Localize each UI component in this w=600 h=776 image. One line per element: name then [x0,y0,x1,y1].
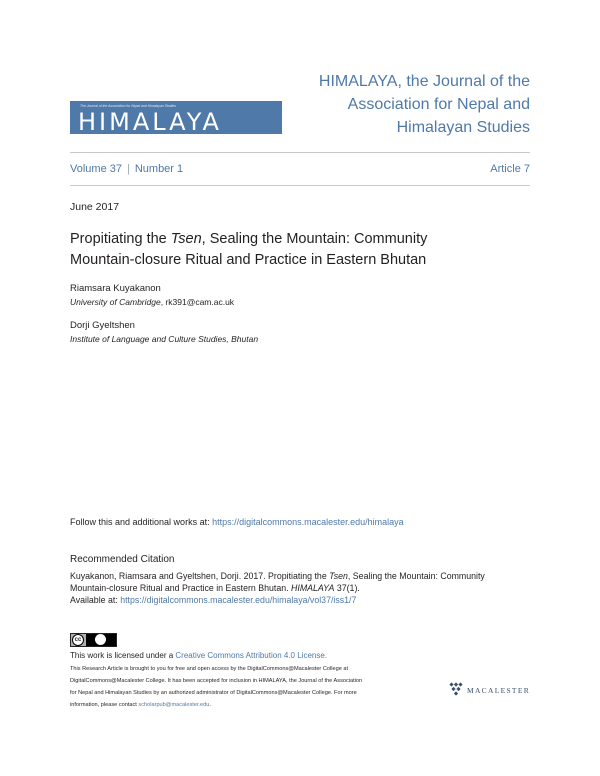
citation-line [70,594,530,606]
author-affiliation [70,297,234,307]
citation-line [70,582,530,594]
follow-link[interactable]: https://digitalcommons.macalester.edu/himalaya [212,517,404,527]
article-link[interactable]: Article 7 [490,163,530,175]
contact-email-link[interactable]: scholarpub@macalester.edu [138,702,210,708]
issue-info [70,163,183,175]
citation-text-part: Mountain-closure Ritual and Practice in Eastern Bhutan. [70,583,292,593]
citation-text-part: Kuyakanon, Riamsara and Gyeltshen, Dorji. 2017. Propitiating the [70,571,330,581]
citation-text [70,570,530,606]
author-name: Dorji Gyeltshen [70,320,135,331]
access-note-text: information, please contact [70,702,139,708]
title-text: , Sealing the Mountain: Community Mountain-closure Ritual and Practice in Eastern Bhutan [70,231,428,268]
logo-wordmark: HIMALAYA [78,108,222,136]
citation-heading: Recommended Citation [70,554,175,565]
journal-title[interactable] [270,70,530,139]
journal-title-line: HIMALAYA, the Journal of the [318,73,530,90]
license-line [70,651,327,660]
macalester-wordmark: MACALESTER [467,686,531,695]
author-email: , rk391@cam.ac.uk [160,297,235,307]
attribution-icon [95,634,106,645]
citation-text-part: 37(1). [334,583,360,593]
author-block [70,283,234,307]
access-note [70,663,435,711]
macalester-shield-icon [449,682,463,696]
follow-text: Follow this and additional works at: [70,517,213,527]
divider [70,185,530,186]
logo-tagline: The Journal of the Association for Nepal and Himalayan Studies [80,104,176,108]
access-note-text: . [209,702,211,708]
citation-line [70,570,530,582]
title-text: Propitiating the [70,231,171,247]
author-block [70,320,258,344]
access-note-line: for Nepal and Himalayan Studies by an authorized administrator of DigitalCommons@Macalester College. For more [70,690,357,696]
license-text: This work is licensed under a [70,651,176,660]
author-affiliation [70,334,258,344]
license-link[interactable]: Creative Commons Attribution 4.0 License. [175,651,328,660]
available-link[interactable]: https://digitalcommons.macalester.edu/himalaya/vol37/iss1/7 [120,595,357,605]
access-note-line: This Research Article is brought to you for free and open access by the DigitalCommons@Macalester College at [70,666,349,672]
citation-text-part: , Sealing the Mountain: Community [347,571,485,581]
article-title [70,229,490,271]
publication-date: June 2017 [70,201,120,213]
cc-icon: cc [72,634,84,646]
affiliation-text: University of Cambridge [70,297,161,307]
title-italic: Tsen [170,231,202,247]
journal-title-line: Himalayan Studies [396,119,530,136]
follow-line [70,517,404,527]
volume-link[interactable]: Volume 37 [70,163,122,175]
available-label: Available at: [70,595,121,605]
separator: | [126,163,130,175]
affiliation-text: Institute of Language and Culture Studies, Bhutan [70,334,259,344]
divider [70,152,530,153]
author-name: Riamsara Kuyakanon [70,283,161,294]
access-note-line [70,699,435,711]
journal-title-line: Association for Nepal and [347,96,530,113]
access-note-line: DigitalCommons@Macalester College. It has been accepted for inclusion in HIMALAYA, the Journal of the Association [70,678,363,684]
citation-italic: Tsen [329,571,348,581]
citation-italic: HIMALAYA [291,583,335,593]
number-link[interactable]: Number 1 [134,163,184,175]
